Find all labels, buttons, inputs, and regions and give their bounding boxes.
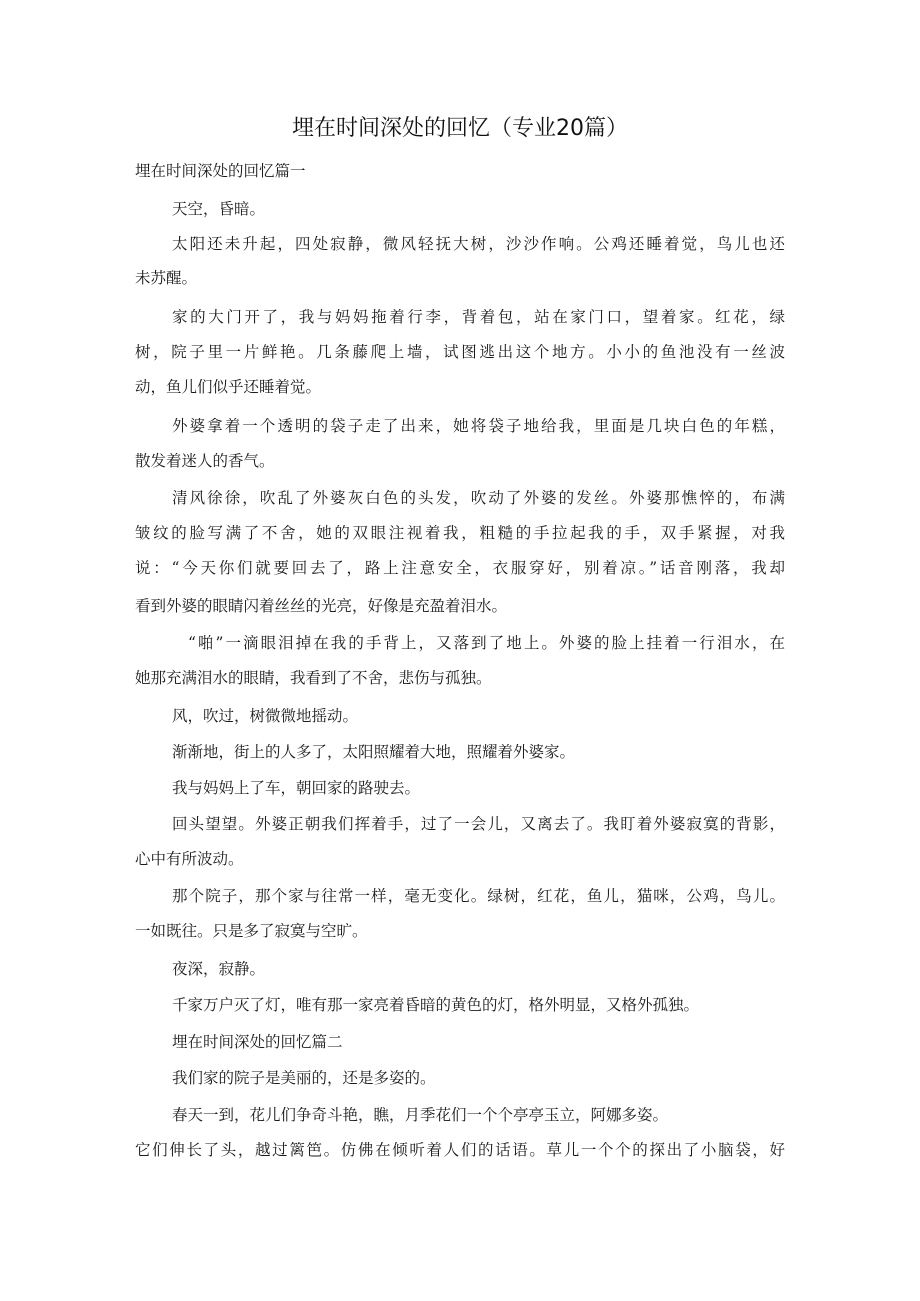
paragraph-line: 一如既往。只是多了寂寞与空旷。 [135,922,368,940]
paragraph-line: 回头望望。外婆正朝我们挥着手，过了一会儿，又离去了。我盯着外婆寂寞的背影， [172,815,785,833]
paragraph-line: 我与妈妈上了车，朝回家的路驶去。 [172,779,421,797]
paragraph-line: “啪”一滴眼泪掉在我的手背上，又落到了地上。外婆的脸上挂着一行泪水，在 [188,634,785,652]
paragraph-line: 看到外婆的眼睛闪着丝丝的光亮，好像是充盈着泪水。 [135,597,508,615]
paragraph-line: 风，吹过，树微微地摇动。 [172,707,359,725]
paragraph-line: 皱纹的脸写满了不舍，她的双眼注视着我，粗糙的手拉起我的手，双手紧握，对我 [135,524,785,542]
paragraph-line: 千家万户灭了灯，唯有那一家亮着昏暗的黄色的灯，格外明显，又格外孤独。 [172,996,700,1014]
paragraph-line: 树，院子里一片鲜艳。几条藤爬上墙，试图逃出这个地方。小小的鱼池没有一丝波 [135,343,785,361]
paragraph-line: 外婆拿着一个透明的袋子走了出来，她将袋子地给我，里面是几块白色的年糕， [172,417,785,435]
paragraph-line: 太阳还未升起，四处寂静，微风轻抚大树，沙沙作响。公鸡还睡着觉，鸟儿也还 [172,235,785,253]
section-heading: 埋在时间深处的回忆篇一 [135,162,306,180]
paragraph-line: 散发着迷人的香气。 [135,452,275,470]
paragraph-line: 那个院子，那个家与往常一样，毫无变化。绿树，红花，鱼儿，猫咪，公鸡，鸟儿。 [172,887,785,905]
paragraph-line: 它们伸长了头，越过篱笆。仿佛在倾听着人们的话语。草儿一个个的探出了小脑袋，好 [135,1141,785,1159]
paragraph-line: 心中有所波动。 [135,850,244,868]
paragraph-line: 夜深，寂静。 [172,960,266,978]
paragraph-line: 她那充满泪水的眼睛，我看到了不舍，悲伤与孤独。 [135,669,492,687]
paragraph-line: 说：“今天你们就要回去了，路上注意安全，衣服穿好，别着凉。”话音刚落，我却 [135,559,785,577]
paragraph-line: 我们家的院子是美丽的，还是多姿的。 [172,1069,436,1087]
paragraph-line: 家的大门开了，我与妈妈拖着行李，背着包，站在家门口，望着家。红花，绿 [172,308,785,326]
paragraph-line: 天空，昏暗。 [172,200,266,218]
paragraph-line: 动，鱼儿们似乎还睡着觉。 [135,378,322,396]
section-heading: 埋在时间深处的回忆篇二 [172,1033,343,1051]
paragraph-line: 清风徐徐，吹乱了外婆灰白色的头发，吹动了外婆的发丝。外婆那憔悴的，布满 [172,489,785,507]
paragraph-line: 渐渐地，街上的人多了，太阳照耀着大地，照耀着外婆家。 [172,743,576,761]
paragraph-line: 春天一到，花儿们争奇斗艳，瞧，月季花们一个个亭亭玉立，阿娜多姿。 [172,1106,669,1124]
paragraph-line: 未苏醒。 [135,269,198,287]
document-title: 埋在时间深处的回忆（专业20篇） [292,116,628,141]
